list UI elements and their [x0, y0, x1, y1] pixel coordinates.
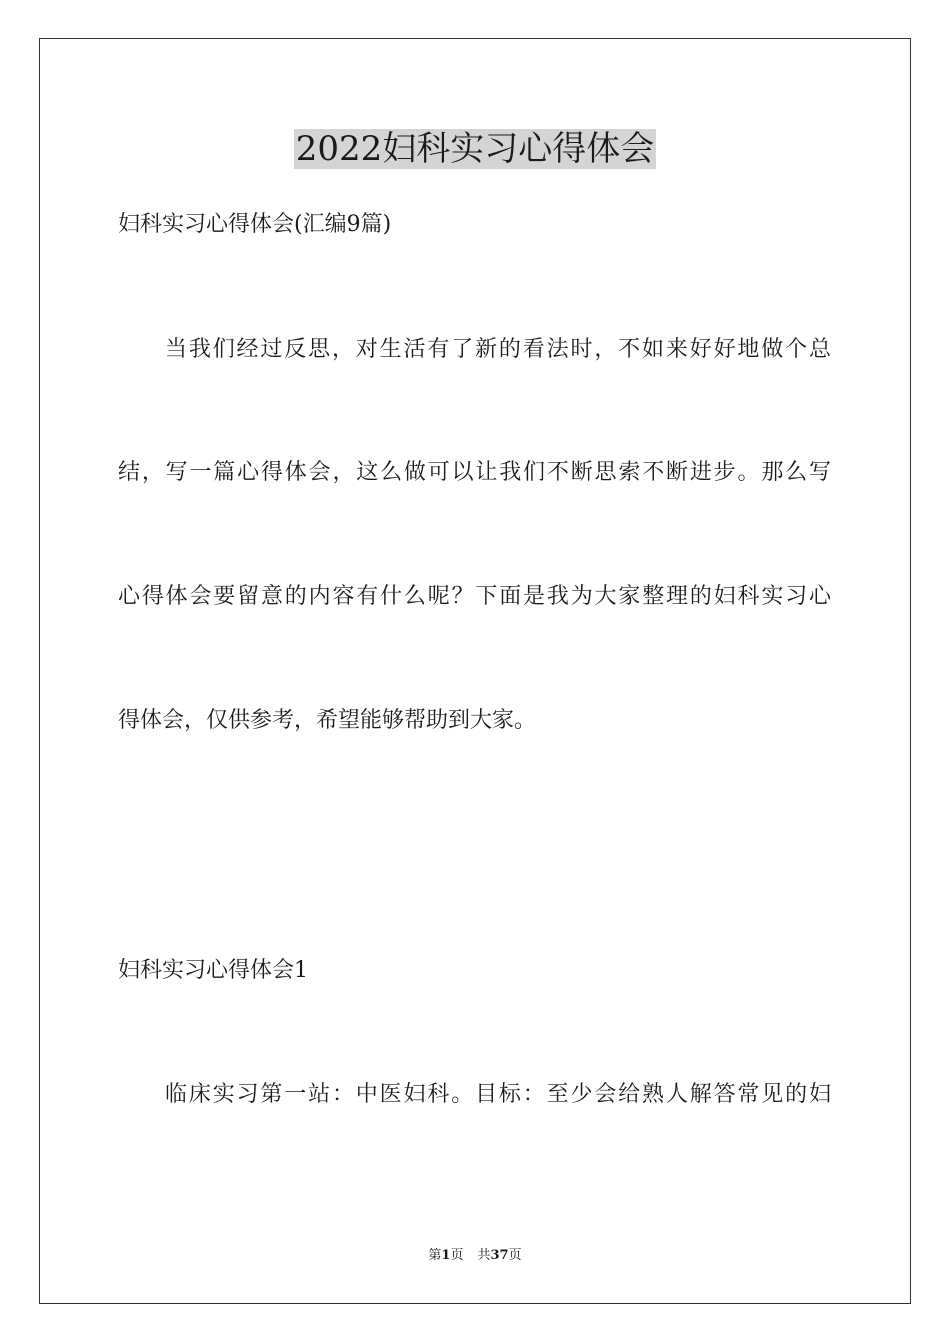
footer-page-total: 37 [490, 1248, 509, 1263]
document-title [0, 126, 950, 172]
footer-total-prefix: 共 [477, 1248, 491, 1263]
document-title-text: 2022妇科实习心得体会 [295, 129, 655, 169]
intro-line-1: 当我们经过反思，对生活有了新的看法时，不如来好好地做个总 [165, 337, 831, 362]
footer-page-current: 1 [441, 1248, 451, 1263]
intro-line-3: 心得体会要留意的内容有什么呢？下面是我为大家整理的妇科实习心 [118, 584, 831, 609]
section-heading: 妇科实习心得体会1 [118, 958, 308, 983]
footer-total-suffix: 页 [508, 1248, 522, 1263]
intro-line-4: 得体会，仅供参考，希望能够帮助到大家。 [118, 708, 537, 733]
footer-page-suffix: 页 [450, 1248, 464, 1263]
intro-line-2: 结，写一篇心得体会，这么做可以让我们不断思索不断进步。那么写 [118, 460, 831, 485]
page-footer [0, 1247, 950, 1265]
section-line-1: 临床实习第一站：中医妇科。目标：至少会给熟人解答常见的妇 [165, 1082, 831, 1107]
footer-page-prefix: 第 [428, 1248, 442, 1263]
document-subtitle: 妇科实习心得体会(汇编9篇) [118, 212, 392, 237]
